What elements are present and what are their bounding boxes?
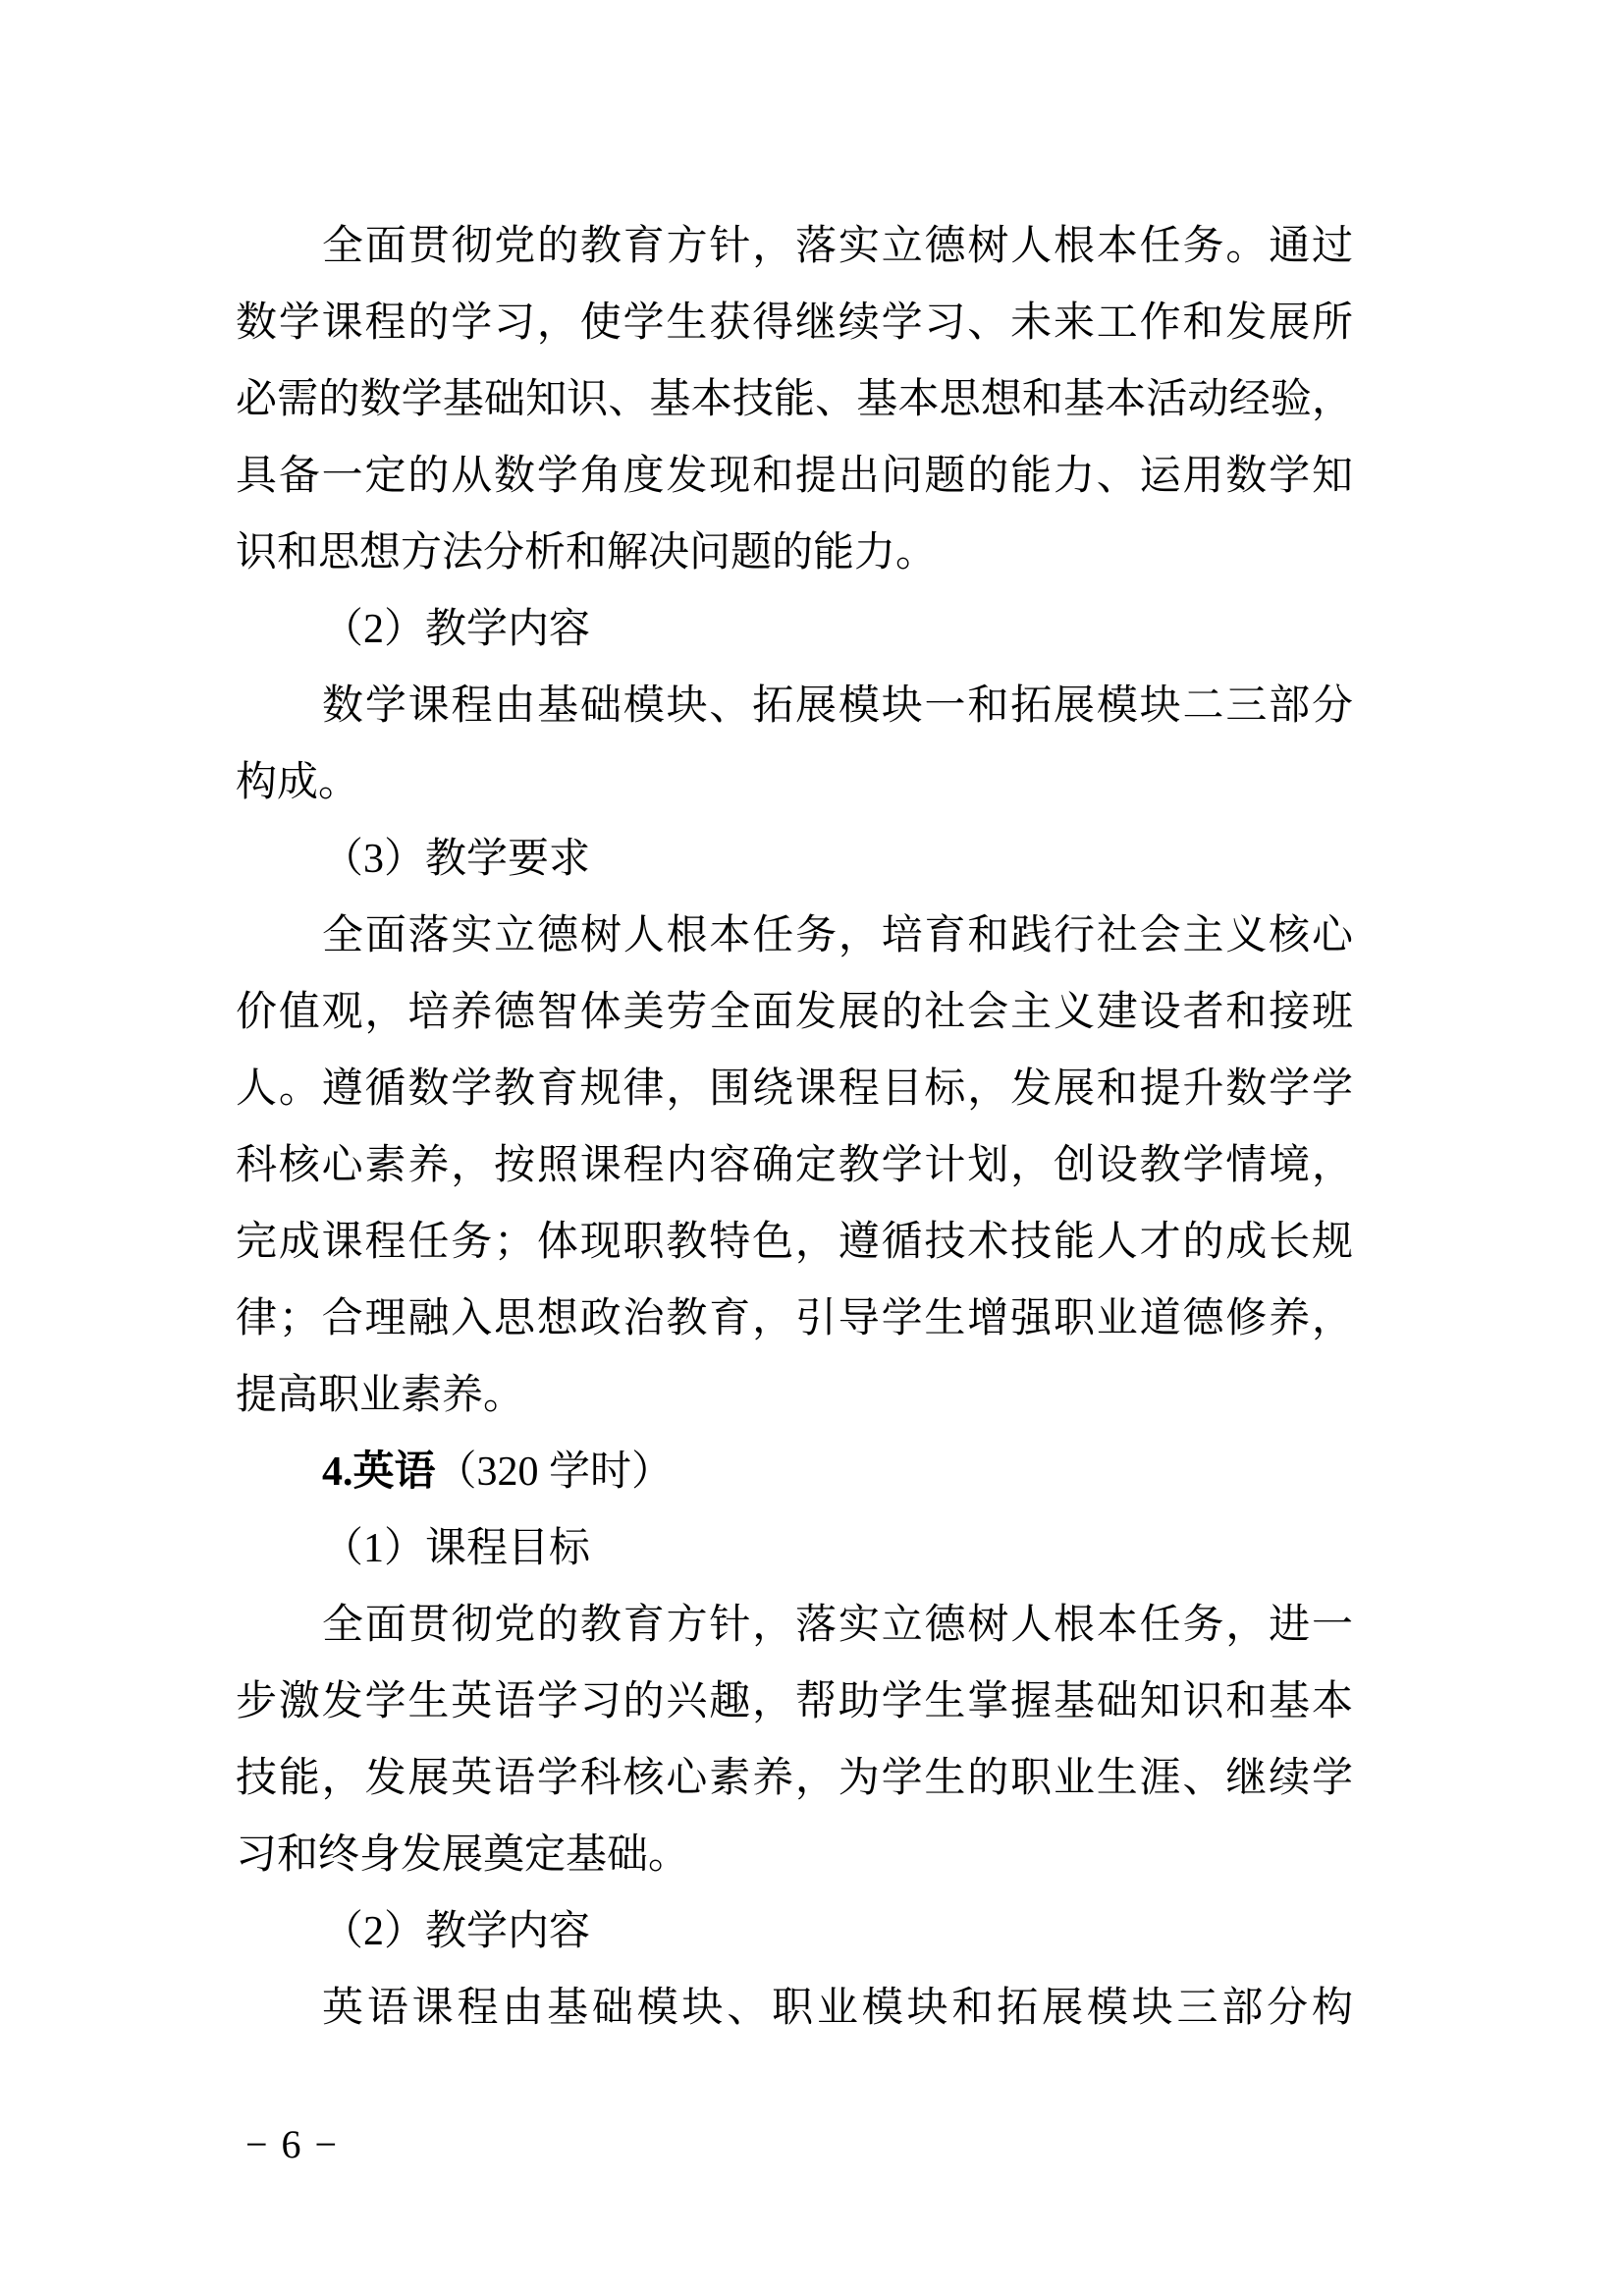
body-line: 科核心素养，按照课程内容确定教学计划，创设教学情境， (236, 1143, 1353, 1188)
section-heading-teaching-content: （2）教学内容 (322, 607, 591, 652)
course-heading-english-hours: （320 学时） (435, 1449, 674, 1495)
section-heading-teaching-content-english: （2）教学内容 (322, 1909, 591, 1954)
body-line: 具备一定的从数学角度发现和提出问题的能力、运用数学知 (236, 454, 1353, 499)
course-heading-english (236, 1434, 1353, 1510)
body-line: 构成。 (236, 760, 360, 805)
course-heading-english-title: 4.英语 (322, 1449, 436, 1495)
body-line: 律；合理融入思想政治教育，引导学生增强职业道德修养， (236, 1296, 1353, 1341)
body-line: 完成课程任务；体现职教特色，遵循技术技能人才的成长规 (236, 1220, 1353, 1265)
body-line: 习和终身发展奠定基础。 (236, 1832, 690, 1878)
page-number: − 6 − (245, 2122, 340, 2166)
section-heading-course-objectives: （1）课程目标 (322, 1526, 591, 1571)
body-line: 数学课程由基础模块、拓展模块一和拓展模块二三部分 (322, 683, 1353, 729)
body-line: 全面贯彻党的教育方针，落实立德树人根本任务。通过 (322, 224, 1353, 269)
page-body-text (236, 208, 1353, 2047)
body-line: 必需的数学基础知识、基本技能、基本思想和基本活动经验， (236, 377, 1353, 422)
body-line: 步激发学生英语学习的兴趣，帮助学生掌握基础知识和基本 (236, 1679, 1353, 1724)
body-line: 价值观，培养德智体美劳全面发展的社会主义建设者和接班 (236, 990, 1353, 1035)
body-line: 英语课程由基础模块、职业模块和拓展模块三部分构 (322, 1986, 1353, 2031)
body-line: 数学课程的学习，使学生获得继续学习、未来工作和发展所 (236, 301, 1353, 346)
body-line: 全面落实立德树人根本任务，培育和践行社会主义核心 (322, 913, 1353, 958)
section-heading-teaching-requirements: （3）教学要求 (322, 837, 591, 882)
body-line: 人。遵循数学教育规律，围绕课程目标，发展和提升数学学 (236, 1066, 1353, 1112)
body-line: 提高职业素养。 (236, 1373, 525, 1418)
body-line: 技能，发展英语学科核心素养，为学生的职业生涯、继续学 (236, 1756, 1353, 1801)
body-line: 识和思想方法分析和解决问题的能力。 (236, 530, 938, 575)
body-line: 全面贯彻党的教育方针，落实立德树人根本任务，进一 (322, 1603, 1353, 1648)
